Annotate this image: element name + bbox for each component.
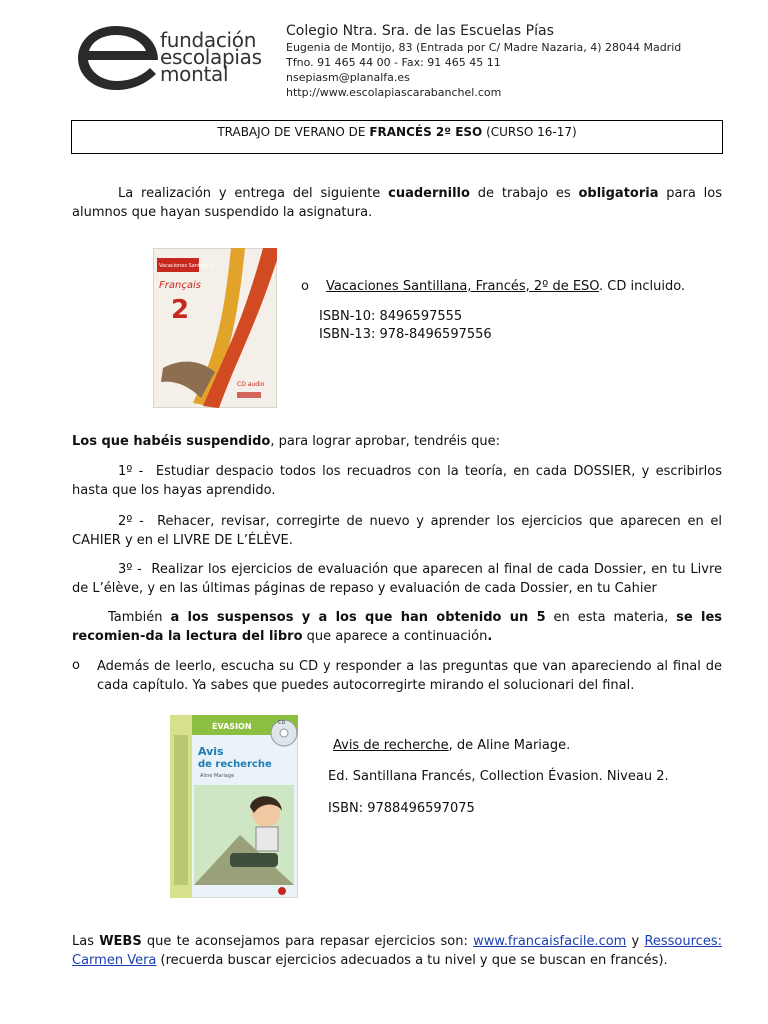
ressources-carmen-vera-link[interactable]: Ressources: Carmen Vera: [72, 934, 722, 968]
webs-paragraph: [72, 932, 722, 970]
webs-e: (recuerda buscar ejercicios adecuados a tu nivel y que se buscan en francés).: [156, 953, 668, 968]
intro-paragraph: [72, 184, 722, 222]
book-cover-avis-de-recherche: [170, 715, 298, 898]
webs-bold: WEBS: [99, 934, 142, 949]
recommend-e: que aparece a continuación: [302, 629, 488, 644]
book2-cover-cd: CD: [278, 720, 286, 726]
recommend-b: a los suspensos y a los que han obtenido un 5: [170, 610, 546, 625]
book1-cover-cd: CD audio: [237, 381, 265, 388]
step-1-number: 1º -: [118, 464, 144, 479]
book1-after: . CD incluido.: [599, 279, 686, 294]
recommend-f: .: [487, 629, 493, 644]
suspend-rest: , para lograr aprobar, tendréis que:: [270, 434, 500, 449]
suspend-bold: Los que habéis suspendido: [72, 434, 271, 449]
intro-text-e: para los alumnos que hayan suspendido la asignatura.: [72, 186, 722, 220]
webs-a: Las: [72, 934, 100, 949]
book2-editorial: Ed. Santillana Francés, Collection Évasion. Niveau 2.: [328, 769, 669, 784]
title-box: [71, 120, 723, 154]
recommend-a: También: [108, 610, 171, 625]
step-2-text: Rehacer, revisar, corregirte de nuevo y aprender los ejercicios que aparecen en el CAHIER y en el LIVRE DE L’ÉLÈVE.: [72, 514, 722, 548]
step-2: [72, 512, 722, 550]
book1-cover-number: 2: [171, 295, 190, 325]
step-2-number: 2º -: [118, 514, 144, 529]
school-phone: Tfno. 91 465 44 00 - Fax: 91 465 45 11: [286, 56, 501, 69]
title-subject: FRANCÉS 2º ESO: [369, 125, 483, 139]
cdnote-text: Además de leerlo, escucha su CD y responder a las preguntas que van apareciendo al final de cada capítulo. Ya sabes que puedes autocorregirte mirando el solucionari del final.: [97, 659, 722, 693]
title-prefix: TRABAJO DE VERANO DE: [217, 125, 370, 139]
step-3: [72, 560, 722, 598]
book1-cover-brand: Vacaciones Santillana: [159, 263, 214, 269]
school-web: http://www.escolapiascarabanchel.com: [286, 86, 502, 99]
cdnote-bullet: o: [72, 658, 80, 673]
foundation-logo-icon: [70, 18, 162, 96]
intro-text-a: La realización y entrega del siguiente: [118, 186, 389, 201]
book2-cover-author: Aline Mariage: [200, 773, 235, 779]
school-email: nsepiasm@planalfa.es: [286, 71, 410, 84]
logo-line-2: escolapias: [160, 45, 262, 69]
recommend-d: se les recomien-da la lectura del libro: [72, 610, 723, 644]
book2-cover-title-1: Avis: [198, 745, 224, 758]
foundation-logo-text: [160, 28, 262, 86]
book2-after: , de Aline Mariage.: [448, 738, 571, 753]
recommend-c: en esta materia,: [545, 610, 677, 625]
intro-bold-obligatoria: obligatoria: [578, 186, 659, 201]
francaisfacile-link[interactable]: www.francaisfacile.com: [473, 934, 627, 949]
book1-title: Vacaciones Santillana, Francés, 2º de ESO: [326, 279, 599, 294]
school-name: Colegio Ntra. Sra. de las Escuelas Pías: [286, 23, 554, 39]
logo-line-3: montal: [160, 62, 229, 86]
recommend-paragraph: [72, 608, 722, 646]
title-suffix: (CURSO 16-17): [482, 125, 577, 139]
book2-cover-title-2: de recherche: [198, 759, 272, 770]
book1-cover-title: Français: [159, 280, 201, 291]
step-3-text: Realizar los ejercicios de evaluación que aparecen al final de cada Dossier, en tu Livre de L’élève, y en las últimas páginas de repaso y evaluación de cada Dossier, en tu Cahier: [72, 562, 722, 596]
book1-bullet: o: [301, 279, 309, 294]
webs-d: y: [626, 934, 645, 949]
logo-line-1: fundación: [160, 28, 257, 52]
suspend-heading: [72, 432, 722, 451]
step-3-number: 3º -: [118, 562, 142, 577]
intro-text-c: de trabajo es: [469, 186, 579, 201]
book1-isbn13: ISBN-13: 978-8496597556: [319, 327, 492, 342]
step-1: [72, 462, 722, 500]
intro-bold-cuadernillo: cuadernillo: [388, 186, 470, 201]
webs-c: que te aconsejamos para repasar ejercicios son:: [141, 934, 474, 949]
book1-line: [326, 277, 726, 296]
book2-line: [333, 736, 723, 755]
book2-title: Avis de recherche: [333, 738, 449, 753]
book2-isbn: ISBN: 9788496597075: [328, 801, 475, 816]
step-1-text: Estudiar despacio todos los recuadros con la teoría, en cada DOSSIER, y escribirlos hasta que los hayas aprendido.: [72, 464, 722, 498]
book-cover-vacaciones: [153, 248, 277, 408]
school-address: Eugenia de Montijo, 83 (Entrada por C/ Madre Nazaria, 4) 28044 Madrid: [286, 41, 682, 54]
book1-isbn10: ISBN-10: 8496597555: [319, 309, 463, 324]
book2-cover-series: ÉVASION: [212, 722, 252, 731]
school-header: [286, 22, 681, 100]
